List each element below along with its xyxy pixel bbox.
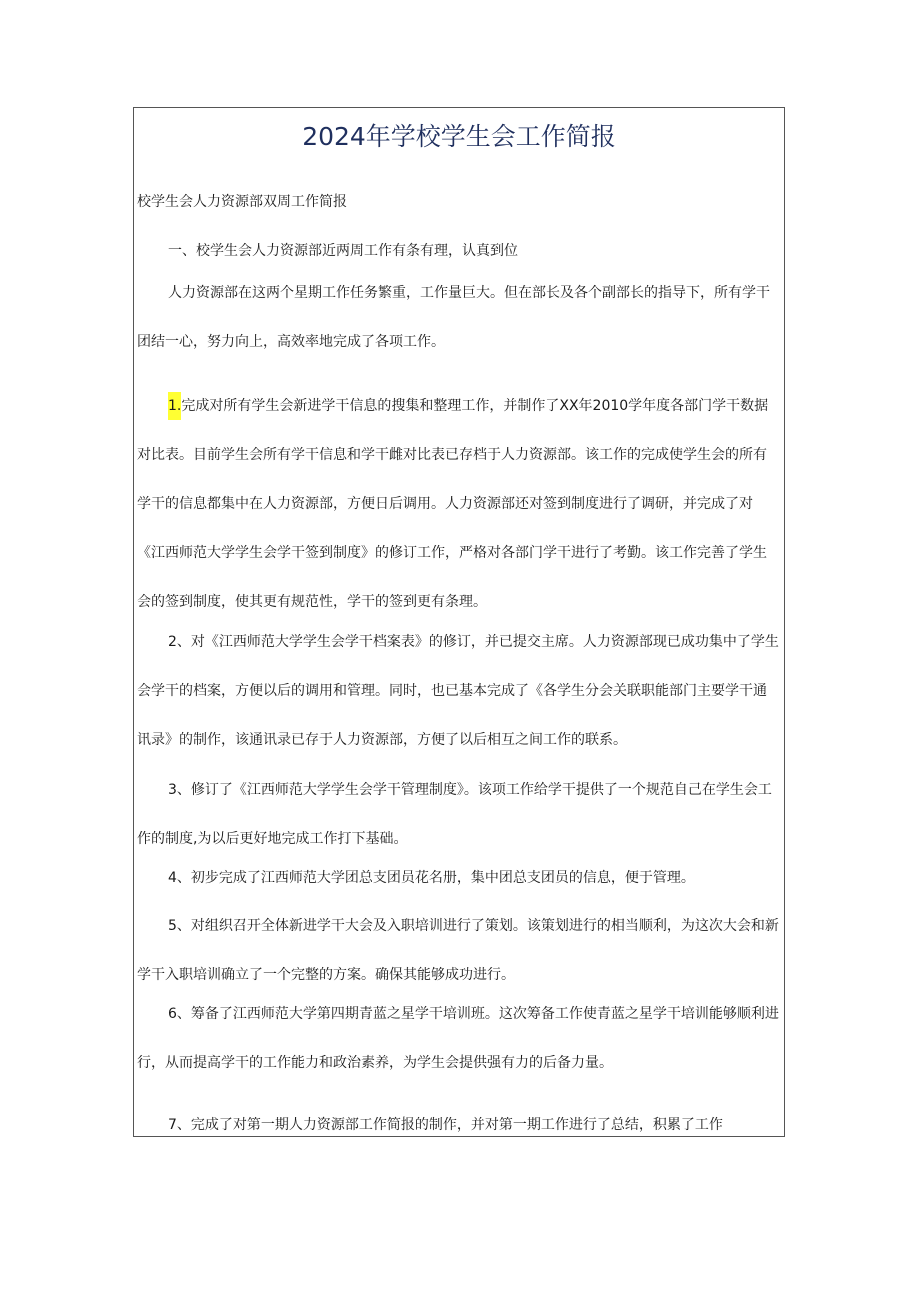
item-text: 完成了对第一期人力资源部工作简报的制作，并对第一期工作进行了总结，积累了工作 [190, 1117, 723, 1133]
item-text: 初步完成了江西师范大学团总支团员花名册，集中团总支团员的信息，便于管理。 [190, 870, 695, 886]
list-item [137, 382, 779, 627]
intro-paragraph: 人力资源部在这两个星期工作任务繁重，工作量巨大。但在部长及各个副部长的指导下，所有学干团结一心，努力向上，高效率地完成了各项工作。 [137, 285, 770, 350]
section-heading: 一、校学生会人力资源部近两周工作有条有理，认真到位 [168, 243, 518, 259]
document-page [133, 107, 785, 1137]
item-text: 对《江西师范大学学生会学干档案表》的修订，并已提交主席。人力资源部现已成功集中了学生会学干的档案，方便以后的调用和管理。同时，也已基本完成了《各学生分会关联职能部门主要学干通讯录》的制作，该通讯录已存于人力资源部，方便了以后相互之间工作的联系。 [137, 634, 779, 748]
item-number: 6、 [168, 1006, 191, 1022]
list-item [137, 766, 779, 864]
item-number: 3、 [168, 782, 191, 798]
list-item [137, 854, 779, 903]
item-number: 5、 [168, 918, 191, 934]
item-number: 4、 [168, 870, 191, 886]
document-title: 2024年学校学生会工作简报 [302, 122, 616, 151]
item-text: 筹备了江西师范大学第四期青蓝之星学干培训班。这次筹备工作使青蓝之星学干培训能够顺利进行，从而提高学干的工作能力和政治素养，为学生会提供强有力的后备力量。 [137, 1006, 779, 1071]
item-text: 完成对所有学生会新进学干信息的搜集和整理工作，并制作了XX年2010学年度各部门学干数据对比表。目前学生会所有学干信息和学干雌对比表已存档于人力资源部。该工作的完成使学生会的所有学干的信息都集中在人力资源部，方便日后调用。人力资源部还对签到制度进行了调研，并完成了对《江西师范大学学生会学干签到制度》的修订工作，严格对各部门学干进行了考勤。该工作完善了学生会的签到制度，使其更有规范性，学干的签到更有条理。 [137, 398, 769, 610]
item-number: 7、 [168, 1117, 191, 1133]
item-number: 2、 [168, 634, 191, 650]
list-item [137, 1101, 779, 1137]
list-item [137, 902, 779, 1000]
item-number-highlight: 1. [168, 392, 181, 420]
item-text: 修订了《江西师范大学学生会学干管理制度》。该项工作给学干提供了一个规范自己在学生会工作的制度,为以后更好地完成工作打下基础。 [137, 782, 772, 847]
list-item [137, 618, 779, 765]
list-item [137, 990, 779, 1088]
item-text: 对组织召开全体新进学干大会及入职培训进行了策划。该策划进行的相当顺利，为这次大会和新学干入职培训确立了一个完整的方案。确保其能够成功进行。 [137, 918, 779, 983]
document-subtitle: 校学生会人力资源部双周工作简报 [137, 194, 347, 210]
